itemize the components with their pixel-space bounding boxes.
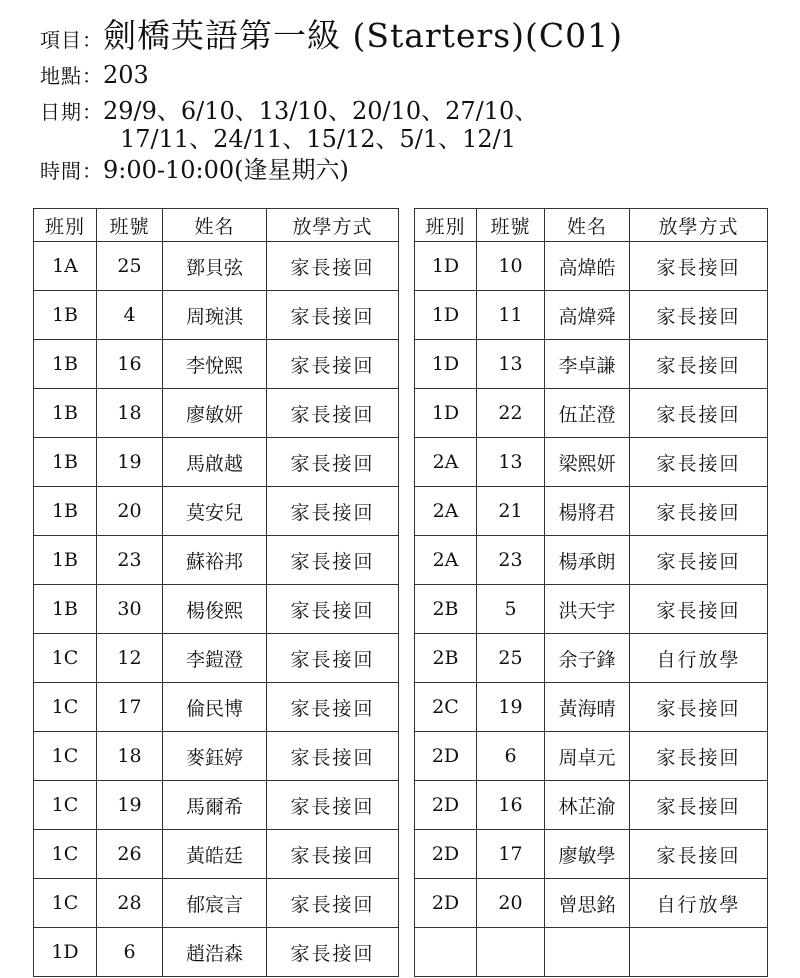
class-cell: 1B: [34, 585, 97, 634]
method-cell: 家長接回: [267, 487, 399, 536]
table-row: [34, 683, 399, 732]
method-cell: 家長接回: [267, 732, 399, 781]
number-cell: 17: [97, 683, 163, 732]
method-cell: 家長接回: [267, 242, 399, 291]
class-cell: 1C: [34, 830, 97, 879]
name-cell: 蘇裕邦: [163, 536, 267, 585]
method-cell: 家長接回: [267, 634, 399, 683]
number-cell: 19: [477, 683, 545, 732]
header-row: [34, 209, 399, 242]
name-cell: 鄧貝弦: [163, 242, 267, 291]
table-row: [34, 242, 399, 291]
table-row: [34, 389, 399, 438]
table-row: [34, 781, 399, 830]
class-cell: 1B: [34, 340, 97, 389]
table-row: [415, 585, 768, 634]
name-cell: 廖敏學: [545, 830, 630, 879]
table-row: [415, 879, 768, 928]
table-row: [34, 438, 399, 487]
table-row: [34, 340, 399, 389]
table-row: [415, 732, 768, 781]
class-cell: 2A: [415, 438, 477, 487]
number-cell: 16: [477, 781, 545, 830]
number-cell: 6: [97, 928, 163, 977]
roster-table-left: [33, 208, 399, 977]
name-cell: 郁宸言: [163, 879, 267, 928]
method-cell: 自行放學: [630, 879, 768, 928]
class-cell: 1D: [415, 340, 477, 389]
method-cell: 家長接回: [267, 389, 399, 438]
number-cell: 4: [97, 291, 163, 340]
method-cell: 家長接回: [267, 830, 399, 879]
method-cell: 家長接回: [630, 585, 768, 634]
venue-value: 203: [103, 61, 149, 89]
class-cell: 1D: [415, 291, 477, 340]
method-cell: 家長接回: [267, 879, 399, 928]
date-line-2: 17/11、24/11、15/12、5/1、12/1: [120, 125, 517, 153]
number-cell: 19: [97, 781, 163, 830]
number-cell: 25: [97, 242, 163, 291]
table-row: [34, 585, 399, 634]
name-cell: 趙浩森: [163, 928, 267, 977]
roster-table-right: [414, 208, 768, 977]
col-header-name: 姓名: [163, 209, 267, 242]
name-cell: 黃海晴: [545, 683, 630, 732]
col-header-class: 班別: [415, 209, 477, 242]
table-row: [415, 242, 768, 291]
table-row: [34, 487, 399, 536]
method-cell: 家長接回: [630, 487, 768, 536]
col-header-class: 班別: [34, 209, 97, 242]
method-cell: 家長接回: [267, 291, 399, 340]
method-cell: 家長接回: [267, 438, 399, 487]
method-cell: 家長接回: [267, 340, 399, 389]
name-cell: 梁熙妍: [545, 438, 630, 487]
project-line: [40, 10, 623, 57]
header-row: [415, 209, 768, 242]
time-value: 9:00-10:00(逢星期六): [103, 156, 349, 184]
class-cell: 1C: [34, 732, 97, 781]
number-cell: 17: [477, 830, 545, 879]
name-cell: 周琬淇: [163, 291, 267, 340]
table-row: [34, 536, 399, 585]
method-cell: 家長接回: [267, 683, 399, 732]
name-cell: 周卓元: [545, 732, 630, 781]
project-title: 劍橋英語第一級 (Starters)(C01): [103, 16, 624, 55]
dates-line: [40, 91, 539, 153]
table-row: [34, 732, 399, 781]
number-cell: 25: [477, 634, 545, 683]
class-cell: [415, 928, 477, 977]
class-cell: 2C: [415, 683, 477, 732]
number-cell: 6: [477, 732, 545, 781]
name-cell: 余子鋒: [545, 634, 630, 683]
class-cell: 1A: [34, 242, 97, 291]
table-row: [415, 340, 768, 389]
table-row: [415, 487, 768, 536]
number-cell: 18: [97, 389, 163, 438]
class-cell: 1C: [34, 683, 97, 732]
table-row: [34, 634, 399, 683]
name-cell: 莫安兒: [163, 487, 267, 536]
class-cell: 1C: [34, 879, 97, 928]
name-cell: 李卓謙: [545, 340, 630, 389]
table-row: [34, 291, 399, 340]
table-row: [415, 781, 768, 830]
name-cell: 麥鈺婷: [163, 732, 267, 781]
number-cell: 28: [97, 879, 163, 928]
time-line: [40, 150, 349, 185]
class-cell: 2D: [415, 879, 477, 928]
table-row: [34, 928, 399, 977]
number-cell: 10: [477, 242, 545, 291]
name-cell: 楊承朗: [545, 536, 630, 585]
method-cell: 家長接回: [267, 928, 399, 977]
table-row: [415, 291, 768, 340]
class-cell: 2D: [415, 732, 477, 781]
class-cell: 1B: [34, 291, 97, 340]
name-cell: 李悅熙: [163, 340, 267, 389]
method-cell: 家長接回: [630, 340, 768, 389]
col-header-name: 姓名: [545, 209, 630, 242]
method-cell: 家長接回: [630, 830, 768, 879]
name-cell: 楊俊熙: [163, 585, 267, 634]
method-cell: 家長接回: [267, 781, 399, 830]
number-cell: 13: [477, 340, 545, 389]
number-cell: 16: [97, 340, 163, 389]
number-cell: 26: [97, 830, 163, 879]
date-line-1: 29/9、6/10、13/10、20/10、27/10、: [103, 97, 539, 125]
venue-label: 地點：: [40, 64, 103, 88]
venue-line: [40, 60, 149, 89]
class-cell: 1B: [34, 438, 97, 487]
name-cell: 馬爾希: [163, 781, 267, 830]
number-cell: 5: [477, 585, 545, 634]
method-cell: 家長接回: [630, 438, 768, 487]
col-header-number: 班號: [97, 209, 163, 242]
method-cell: 家長接回: [630, 683, 768, 732]
number-cell: 23: [477, 536, 545, 585]
table-row: [415, 536, 768, 585]
class-cell: 1C: [34, 781, 97, 830]
method-cell: 家長接回: [630, 291, 768, 340]
method-cell: 家長接回: [630, 389, 768, 438]
name-cell: 林芷渝: [545, 781, 630, 830]
name-cell: 李鎧澄: [163, 634, 267, 683]
number-cell: 20: [477, 879, 545, 928]
number-cell: [477, 928, 545, 977]
name-cell: [545, 928, 630, 977]
method-cell: [630, 928, 768, 977]
name-cell: 倫民博: [163, 683, 267, 732]
name-cell: 曾思銘: [545, 879, 630, 928]
class-cell: 1C: [34, 634, 97, 683]
class-cell: 2B: [415, 585, 477, 634]
table-row: [415, 830, 768, 879]
table-row: [415, 438, 768, 487]
number-cell: 23: [97, 536, 163, 585]
class-cell: 2D: [415, 830, 477, 879]
class-cell: 1D: [415, 242, 477, 291]
table-row: [415, 928, 768, 977]
name-cell: 伍芷澄: [545, 389, 630, 438]
name-cell: 黃皓廷: [163, 830, 267, 879]
class-cell: 2D: [415, 781, 477, 830]
time-label: 時間：: [40, 159, 103, 183]
table-row: [415, 634, 768, 683]
class-cell: 2A: [415, 487, 477, 536]
name-cell: 洪天宇: [545, 585, 630, 634]
name-cell: 高煒舜: [545, 291, 630, 340]
class-cell: 1B: [34, 536, 97, 585]
number-cell: 13: [477, 438, 545, 487]
method-cell: 家長接回: [630, 536, 768, 585]
name-cell: 高煒皓: [545, 242, 630, 291]
col-header-method: 放學方式: [630, 209, 768, 242]
number-cell: 18: [97, 732, 163, 781]
method-cell: 家長接回: [267, 585, 399, 634]
col-header-method: 放學方式: [267, 209, 399, 242]
project-label: 項目：: [40, 28, 103, 52]
date-label: 日期：: [40, 100, 103, 124]
class-cell: 1D: [415, 389, 477, 438]
number-cell: 11: [477, 291, 545, 340]
name-cell: 馬啟越: [163, 438, 267, 487]
method-cell: 家長接回: [630, 242, 768, 291]
table-row: [415, 389, 768, 438]
number-cell: 30: [97, 585, 163, 634]
class-cell: 1B: [34, 487, 97, 536]
class-cell: 1D: [34, 928, 97, 977]
method-cell: 家長接回: [267, 536, 399, 585]
table-row: [34, 879, 399, 928]
method-cell: 家長接回: [630, 732, 768, 781]
col-header-number: 班號: [477, 209, 545, 242]
name-cell: 廖敏妍: [163, 389, 267, 438]
method-cell: 家長接回: [630, 781, 768, 830]
number-cell: 21: [477, 487, 545, 536]
number-cell: 12: [97, 634, 163, 683]
name-cell: 楊將君: [545, 487, 630, 536]
number-cell: 19: [97, 438, 163, 487]
class-cell: 1B: [34, 389, 97, 438]
number-cell: 22: [477, 389, 545, 438]
table-row: [34, 830, 399, 879]
table-row: [415, 683, 768, 732]
class-cell: 2A: [415, 536, 477, 585]
class-cell: 2B: [415, 634, 477, 683]
method-cell: 自行放學: [630, 634, 768, 683]
number-cell: 20: [97, 487, 163, 536]
